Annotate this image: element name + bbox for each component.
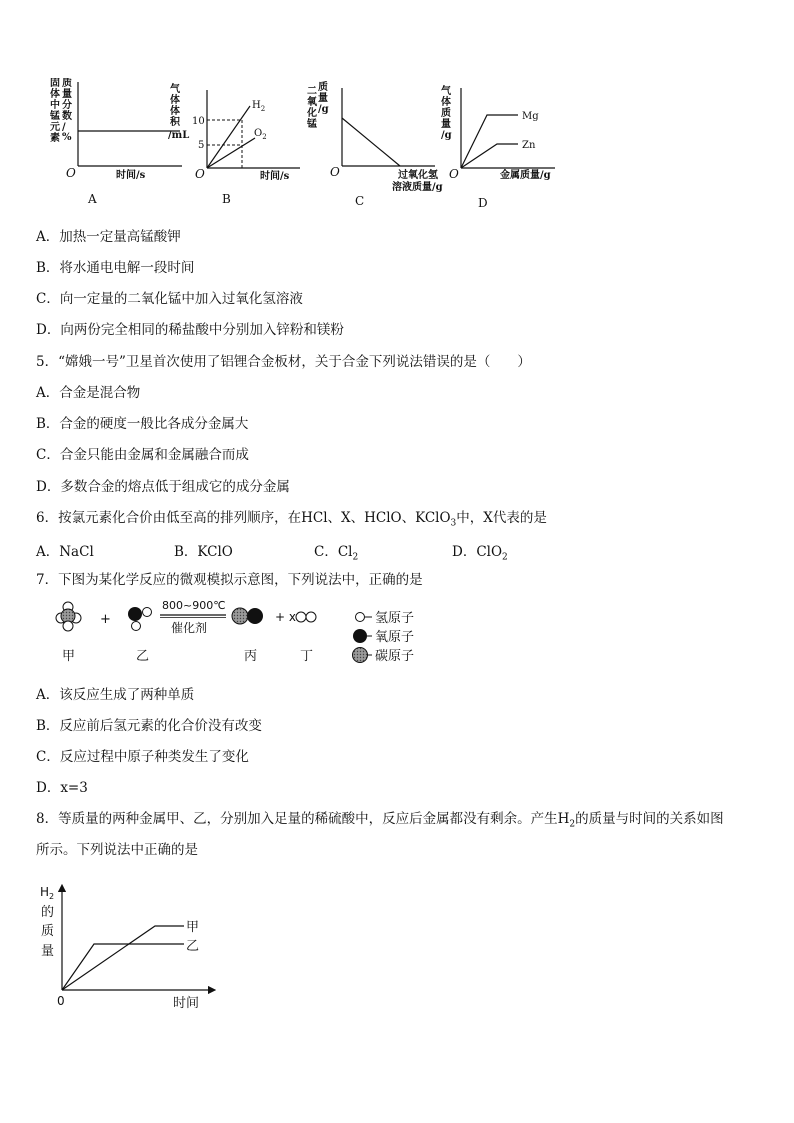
q7-stem: 7．下图为某化学反应的微观模拟示意图，下列说法中，正确的是 [36, 572, 423, 588]
svg-text:/mL: /mL [168, 130, 190, 141]
graph-b-tick-10: 10 [192, 116, 205, 127]
svg-text:体: 体 [441, 97, 451, 108]
q5-stem: 5．“嫦娥一号”卫星首次使用了铝锂合金板材，关于合金下列说法错误的是（ ） [36, 354, 531, 370]
svg-text:氧: 氧 [307, 97, 317, 108]
graph-a-origin: O [66, 166, 76, 180]
graph-a [49, 78, 182, 206]
legend-carbon: 碳原子 [375, 649, 415, 664]
molecule-yi [128, 607, 152, 631]
svg-text:体: 体 [170, 95, 180, 106]
q5-option-b: B．合金的硬度一般比各成分金属大 [36, 416, 249, 432]
legend-oxygen: 氧原子 [375, 630, 415, 645]
q8-series-jia-line [62, 926, 184, 990]
q7-condition-bottom: 催化剂 [171, 621, 208, 635]
svg-text:元: 元 [50, 122, 60, 133]
q7-plus-2: + x [275, 610, 296, 624]
q6-option-d: D．ClO$_2$ [452, 544, 508, 563]
svg-text:过氧化氢: 过氧化氢 [398, 170, 438, 181]
svg-text:量: 量 [441, 119, 451, 130]
q6-option-c: C．$Cl_2$ [314, 544, 359, 563]
graph-b-h2-label: $H_2$ [252, 100, 266, 113]
q8-series-yi-line [62, 944, 184, 990]
q8-xlabel: 时间 [173, 996, 200, 1011]
q8-ylabel-de: 的 [41, 905, 55, 920]
graph-c-line [342, 118, 400, 166]
svg-text:数: 数 [62, 111, 72, 122]
svg-text:积: 积 [170, 117, 180, 128]
q6-option-a: A．NaCl [36, 544, 94, 560]
svg-text:素: 素 [50, 133, 60, 144]
svg-text:体: 体 [170, 106, 180, 117]
svg-text:锰: 锰 [307, 119, 317, 130]
svg-text:化: 化 [307, 108, 317, 119]
svg-text:分: 分 [62, 100, 72, 111]
q8-ylabel-zhi: 质 [41, 924, 55, 939]
q7-plus-1: + [100, 612, 111, 627]
q8-ylabel-liang: 量 [41, 944, 55, 959]
svg-text:气: 气 [170, 84, 180, 95]
svg-text:质: 质 [62, 78, 72, 89]
q4-option-a: A．加热一定量高锰酸钾 [36, 229, 181, 245]
graph-b-xlabel: 时间/s [260, 171, 290, 182]
q4-option-c: C．向一定量的二氧化锰中加入过氧化氢溶液 [36, 291, 303, 307]
q6-stem: 6．按氯元素化合价由低至高的排列顺序，在HCl、X、HClO、KClO$_3$中，X代表的是 [36, 510, 547, 529]
q8-origin: 0 [57, 994, 65, 1008]
graph-b-o2-label: $O_2$ [254, 128, 267, 141]
q8-stem-line2: 所示。下列说法中正确的是 [36, 842, 198, 858]
graph-b-h2-line [207, 106, 250, 168]
q7-option-b: B．反应前后氢元素的化合价没有改变 [36, 718, 262, 734]
label-ding: 丁 [300, 649, 314, 664]
graph-c [306, 80, 443, 208]
q7-condition-top: 800~900℃ [162, 599, 226, 612]
svg-text:体: 体 [50, 89, 60, 100]
svg-text:量: 量 [62, 89, 72, 100]
svg-text:锰: 锰 [50, 111, 60, 122]
svg-text:质: 质 [441, 108, 451, 119]
graph-b [168, 82, 300, 206]
svg-text:/g: /g [318, 104, 329, 115]
q8-graph [34, 878, 234, 1018]
q7-legend [353, 611, 415, 664]
q6-option-b: B．KClO [174, 544, 233, 560]
svg-text:固: 固 [50, 78, 60, 89]
q7-reaction-diagram [44, 596, 464, 671]
svg-text:气: 气 [441, 86, 451, 97]
graph-d-zn-label: Zn [522, 140, 536, 151]
molecule-jia [56, 602, 81, 631]
graph-a-caption: A [88, 192, 97, 206]
svg-text:/g: /g [441, 130, 452, 141]
graph-c-caption: C [355, 194, 365, 208]
graph-d-mg-line [461, 115, 518, 168]
q5-option-a: A．合金是混合物 [36, 385, 141, 401]
q8-series-jia-label: 甲 [186, 920, 200, 935]
q4-option-d: D．向两份完全相同的稀盐酸中分别加入锌粉和镁粉 [36, 322, 344, 338]
svg-text:中: 中 [50, 100, 60, 111]
svg-text:质: 质 [318, 82, 328, 93]
q7-option-d: D．x=3 [36, 780, 88, 796]
q7-option-a: A．该反应生成了两种单质 [36, 687, 195, 703]
molecule-bing [232, 608, 263, 624]
label-bing: 丙 [244, 649, 258, 664]
graph-d-zn-line [461, 144, 518, 168]
graph-b-tick-5: 5 [198, 140, 205, 151]
graph-c-origin: O [330, 165, 340, 179]
graph-d-origin: O [449, 167, 459, 181]
q5-option-c: C．合金只能由金属和金属融合而成 [36, 447, 249, 463]
q5-option-d: D．多数合金的熔点低于组成它的成分金属 [36, 479, 290, 495]
graph-b-origin: O [195, 167, 205, 181]
label-jia: 甲 [62, 649, 76, 664]
graph-c-xlabel [392, 168, 443, 193]
svg-text:量: 量 [318, 93, 328, 104]
q8-series-yi-label: 乙 [186, 939, 200, 954]
graph-b-o2-line [207, 138, 255, 168]
label-yi: 乙 [136, 649, 150, 664]
graph-d-xlabel: 金属质量/g [500, 170, 551, 181]
svg-text:/: / [62, 122, 66, 133]
graph-a-xlabel: 时间/s [116, 170, 146, 181]
molecule-ding [296, 612, 316, 622]
graph-d [441, 84, 555, 210]
graph-b-ylabel-chars [168, 82, 189, 141]
q4-option-b: B．将水通电电解一段时间 [36, 260, 195, 276]
graph-a-ylabel-chars [49, 78, 72, 144]
q8-stem-line1: 8．等质量的两种金属甲、乙，分别加入足量的稀硫酸中，反应后金属都没有剩余。产生$H_2$的质量与时间的关系如图 [36, 811, 724, 830]
legend-hydrogen: 氢原子 [375, 611, 415, 626]
graph-d-mg-label: Mg [522, 111, 539, 122]
q7-option-c: C．反应过程中原子种类发生了变化 [36, 749, 249, 765]
svg-text:溶液质量/g: 溶液质量/g [392, 182, 443, 193]
q8-ylabel-h2: $H_2$ [40, 885, 55, 901]
graph-b-caption: B [222, 192, 231, 206]
svg-text:二: 二 [307, 86, 317, 97]
svg-text:%: % [62, 132, 72, 143]
graph-d-caption: D [478, 196, 488, 210]
